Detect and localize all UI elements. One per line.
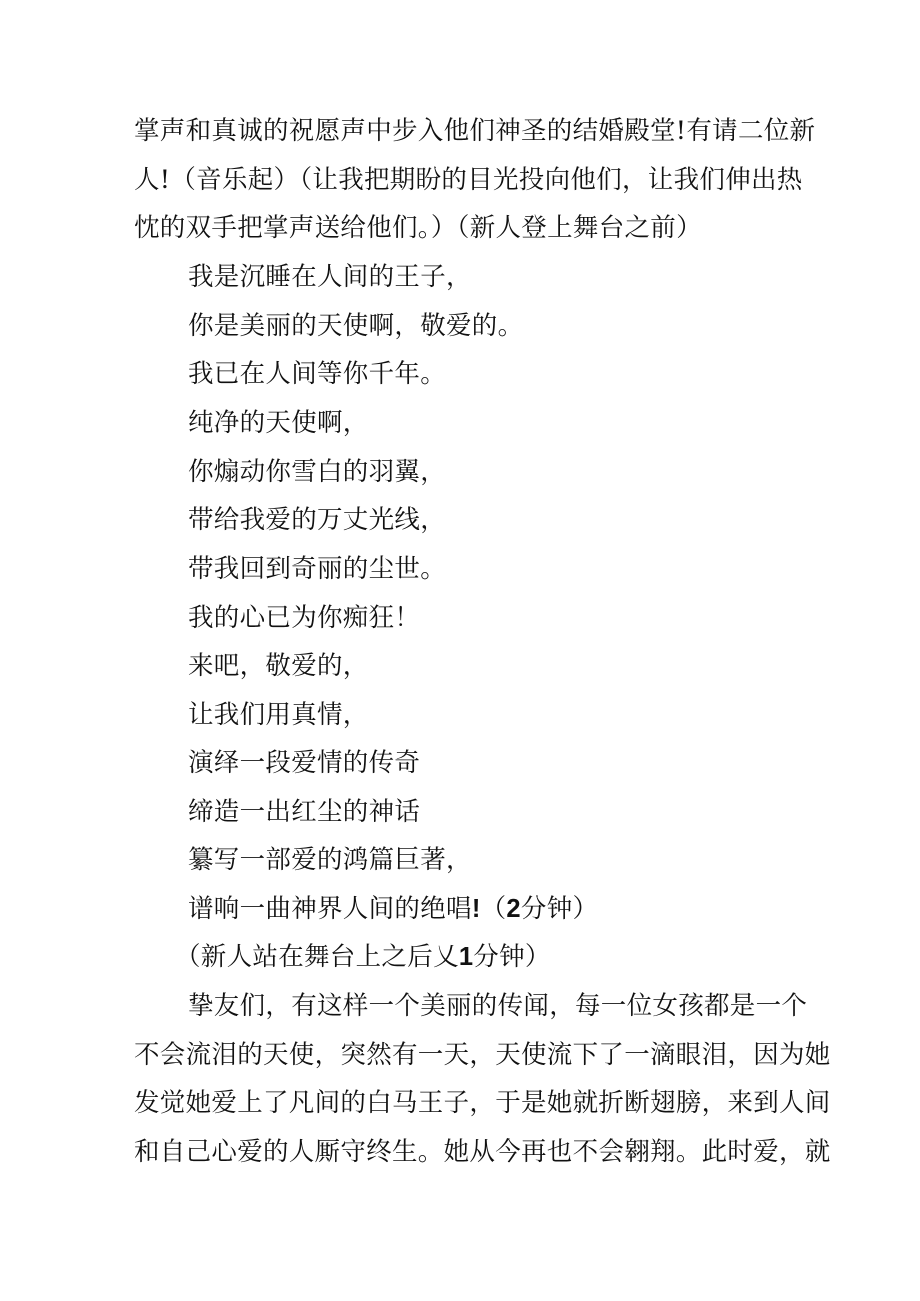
duration-number: 1 <box>458 943 474 971</box>
paragraph-line: 忱的双手把掌声送给他们。）（新人登上舞台之前） <box>134 213 702 243</box>
paragraph-line: 掌声和真诚的祝愿声中步入他们神圣的结婚殿堂!有请二位新 <box>134 116 816 146</box>
poem-line: 你是美丽的天使啊，敬爱的。 <box>188 311 524 341</box>
paragraph-line: 挚友们，有这样一个美丽的传闻，每一位女孩都是一个 <box>188 991 808 1021</box>
paragraph-line: 和自己心爱的人厮守终生。她从今再也不会翱翔。此时爱，就 <box>134 1137 831 1167</box>
duration-unit: 分钟） <box>473 942 551 972</box>
poem-line: 让我们用真情， <box>188 700 369 730</box>
poem-line: 纂写一部爱的鸿篇巨著， <box>188 845 472 875</box>
poem-last-line-open: （ <box>480 894 507 924</box>
poem-line: 来吧，敬爱的， <box>188 651 369 681</box>
stage-note <box>175 942 835 972</box>
poem-line: 演绎一段爱情的传奇 <box>188 748 421 778</box>
poem-last-line-mark: ! <box>471 895 481 923</box>
poem-last-line <box>188 894 848 924</box>
poem-line: 带给我爱的万丈光线， <box>188 505 447 535</box>
poem-line: 你煽动你雪白的羽翼， <box>188 457 447 487</box>
poem-line: 我已在人间等你千年。 <box>188 359 447 389</box>
poem-last-line-text: 谱响一曲神界人间的绝唱 <box>188 894 472 924</box>
stage-note-text: （新人站在舞台上之后乂 <box>175 942 459 972</box>
poem-line: 我的心已为你痴狂！ <box>188 603 421 633</box>
paragraph-line: 不会流泪的天使，突然有一天，天使流下了一滴眼泪，因为她 <box>134 1040 831 1070</box>
paragraph-line: 人!（音乐起）（让我把期盼的目光投向他们，让我们伸出热 <box>134 165 803 195</box>
poem-line: 缔造一出红尘的神话 <box>188 797 421 827</box>
duration-number: 2 <box>506 895 521 923</box>
paragraph-line: 发觉她爱上了凡间的白马王子，于是她就折断翅膀，来到人间 <box>134 1088 831 1118</box>
duration-unit: 分钟） <box>520 894 599 924</box>
poem-line: 纯净的天使啊， <box>188 408 369 438</box>
poem-line: 我是沉睡在人间的王子， <box>188 262 472 292</box>
poem-line: 带我回到奇丽的尘世。 <box>188 554 447 584</box>
